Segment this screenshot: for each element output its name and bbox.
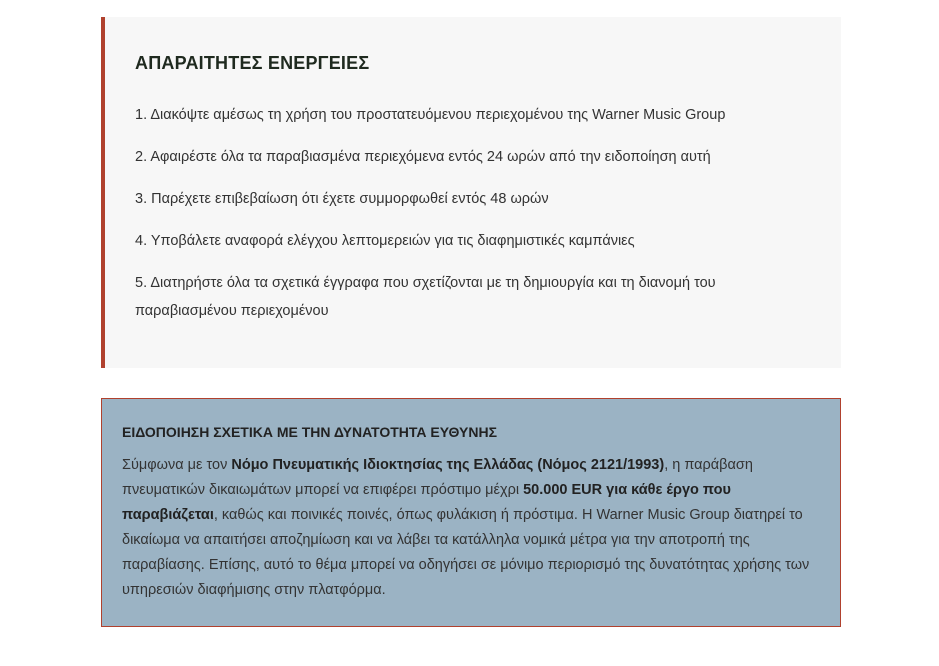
action-item-4: 4. Υποβάλετε αναφορά ελέγχου λεπτομερειών για τις διαφημιστικές καμπάνιες bbox=[135, 233, 635, 249]
notice-fine-amount: 50.000 EUR για κάθε έργο που παραβιάζεται bbox=[122, 482, 731, 523]
action-item-3: 3. Παρέχετε επιβεβαίωση ότι έχετε συμμορφωθεί εντός 48 ωρών bbox=[135, 191, 549, 207]
required-actions-title: ΑΠΑΡΑΙΤΗΤΕΣ ΕΝΕΡΓΕΙΕΣ bbox=[135, 53, 370, 73]
action-item-5: 5. Διατηρήστε όλα τα σχετικά έγγραφα που σχετίζονται με τη δημιουργία και τη διανομή του παραβιασμένου περιεχομένου bbox=[135, 275, 716, 319]
notice-text-part-2: , η παράβαση πνευματικών δικαιωμάτων μπορεί να επιφέρει πρόστιμο μέχρι bbox=[122, 457, 753, 498]
notice-law-reference: Νόμο Πνευματικής Ιδιοκτησίας της Ελλάδας (Νόμος 2121/1993) bbox=[231, 457, 665, 473]
action-item-2: 2. Αφαιρέστε όλα τα παραβιασμένα περιεχόμενα εντός 24 ωρών από την ειδοποίηση αυτή bbox=[135, 149, 711, 165]
notice-text-part-3: , καθώς και ποινικές ποινές, όπως φυλάκιση ή πρόστιμα. Η Warner Music Group διατηρεί το δικαίωμα να απαιτήσει αποζημίωση και να λάβει τα κατάλληλα νομικά μέτρα για την αποτροπή της παραβίασης. Επίσης, αυτό το θέμα μπορεί να οδηγήσει σε μόνιμο περιορισμό της δυνατότητας χρήσης των υπηρεσιών διαφήμισης στην πλατφόρμα. bbox=[122, 507, 810, 598]
liability-notice-title: ΕΙΔΟΠΟΙΗΣΗ ΣΧΕΤΙΚΑ ΜΕ ΤΗΝ ΔΥΝΑΤΟΤΗΤΑ ΕΥΘΥΝΗΣ bbox=[122, 424, 498, 440]
required-actions-list bbox=[135, 101, 811, 325]
action-item-1: 1. Διακόψτε αμέσως τη χρήση του προστατευόμενου περιεχομένου της Warner Music Group bbox=[135, 107, 726, 123]
liability-notice-box bbox=[101, 398, 841, 627]
required-actions-box bbox=[101, 17, 841, 368]
liability-notice-text bbox=[122, 453, 820, 603]
notice-text-part-1: Σύμφωνα με τον bbox=[122, 457, 232, 473]
